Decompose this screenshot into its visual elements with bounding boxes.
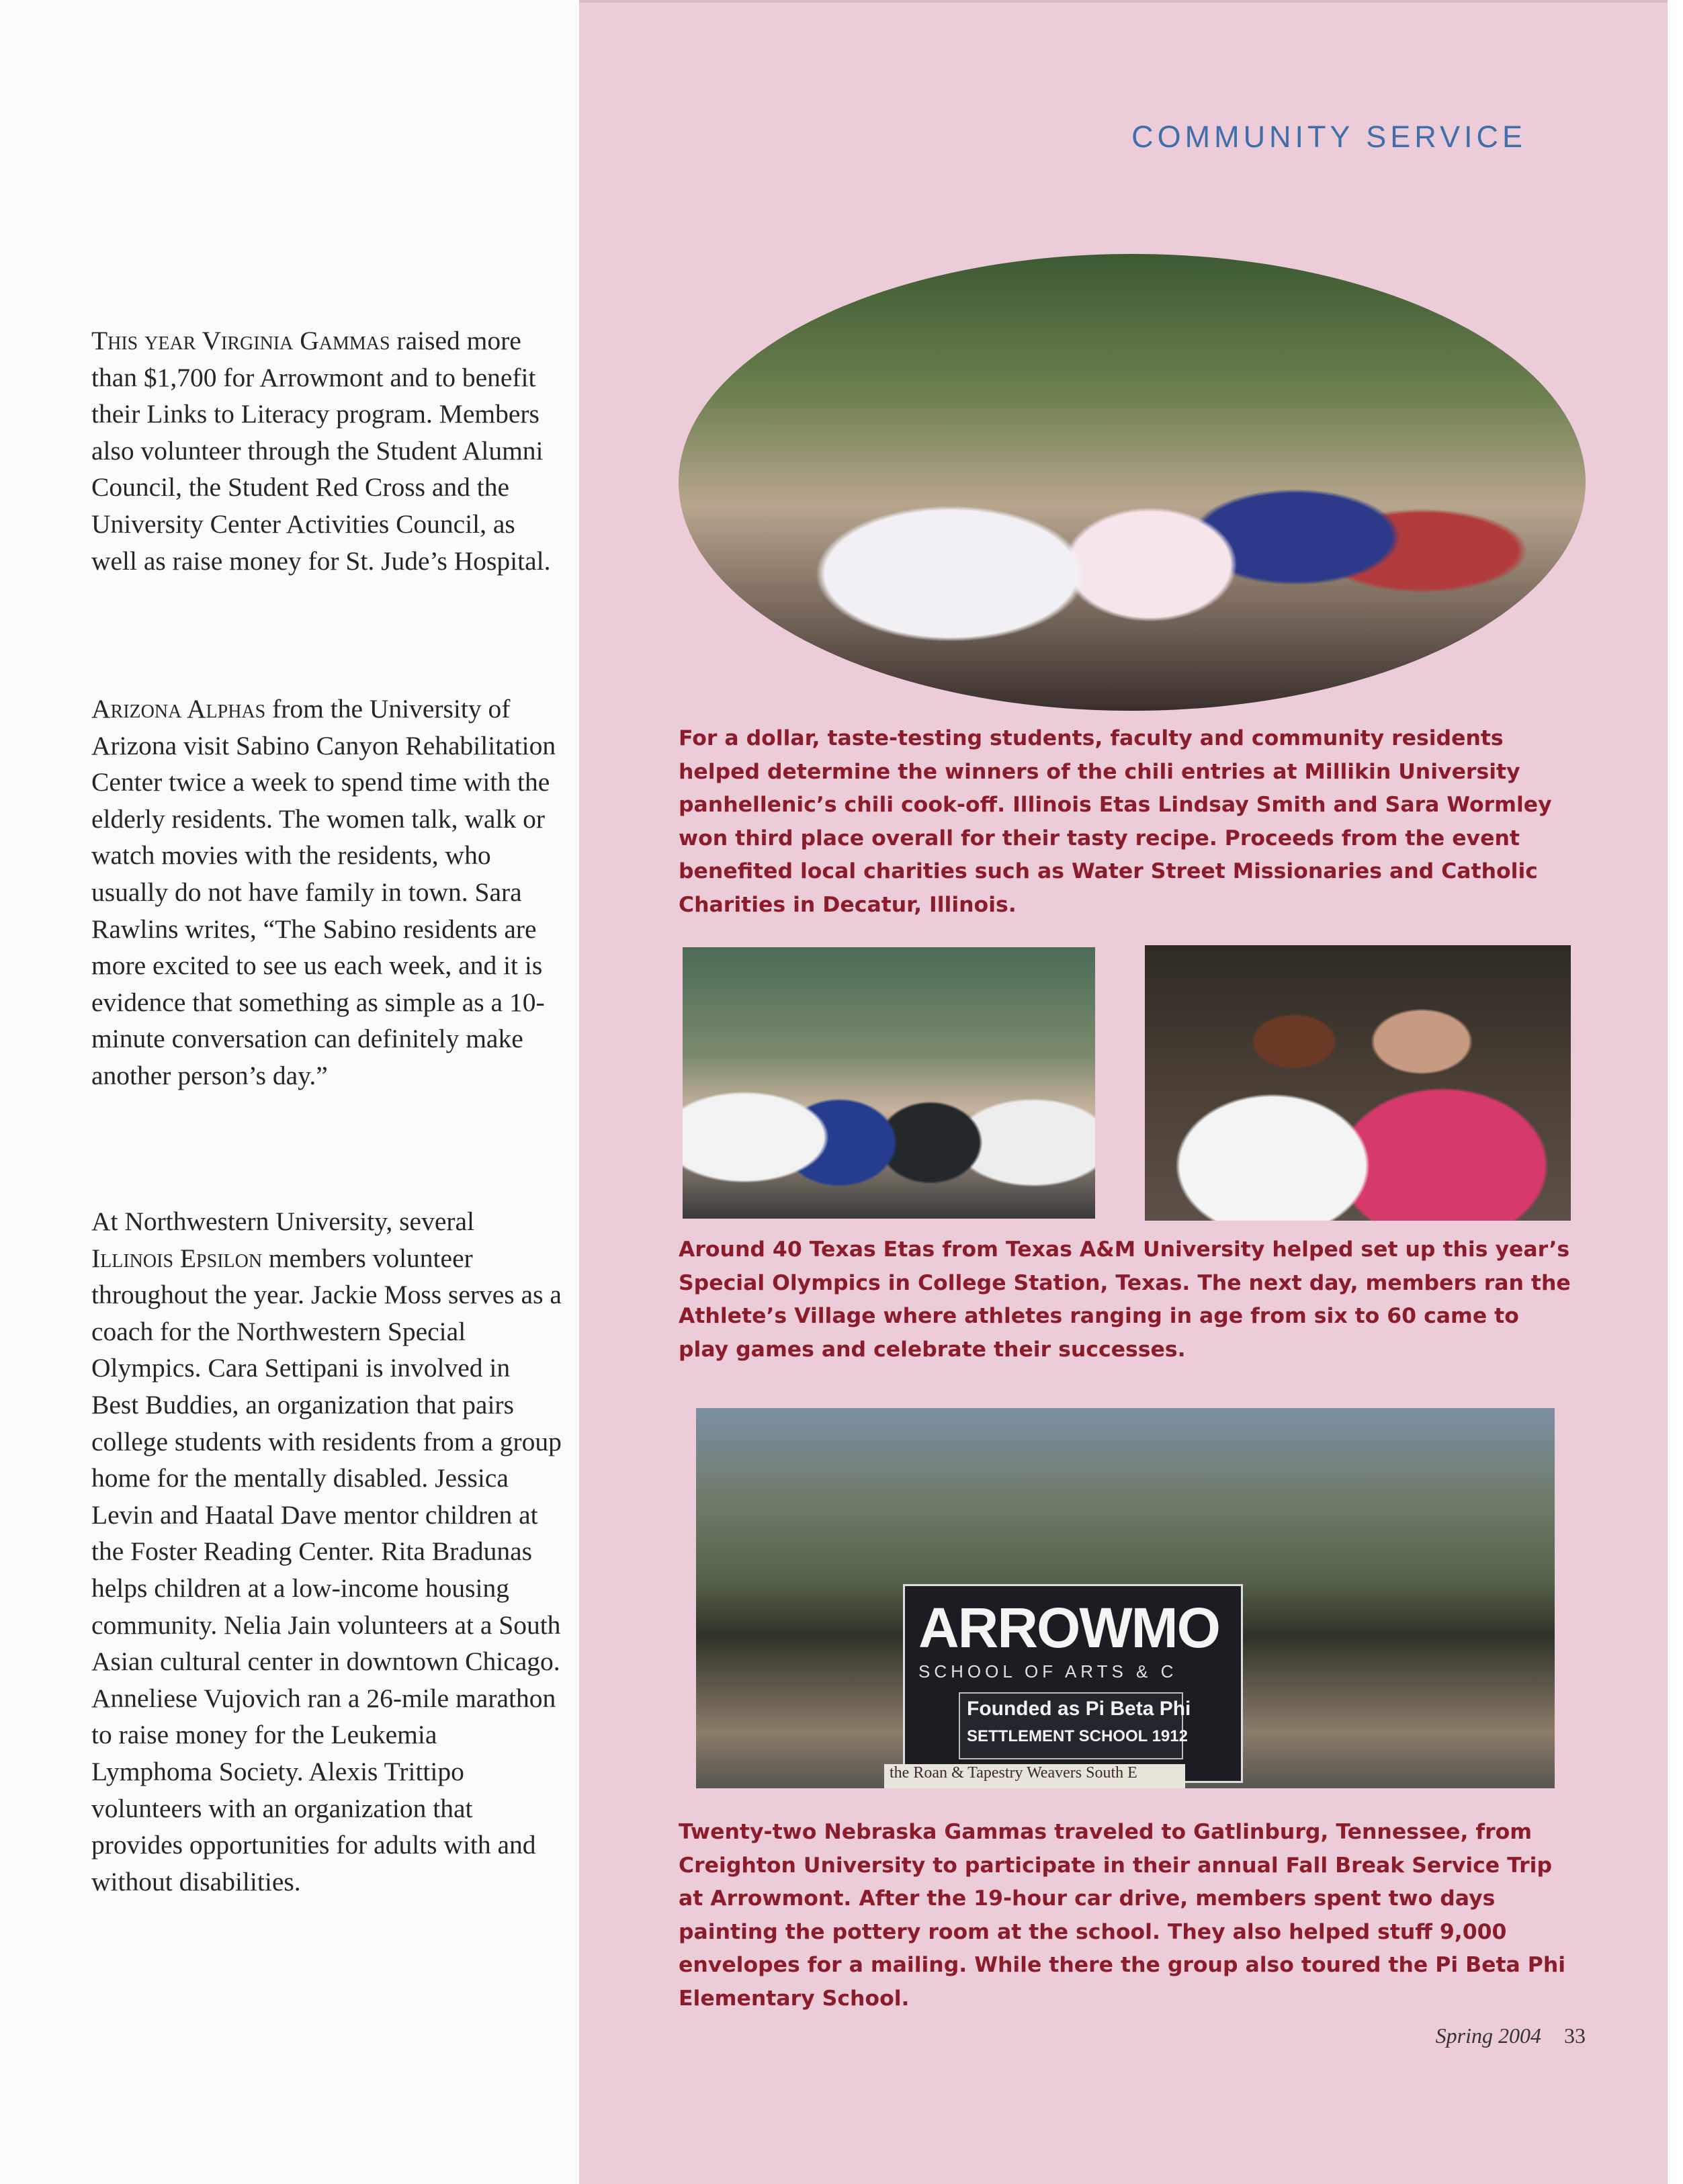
top-rule xyxy=(579,0,1668,3)
plaque-line-1: Founded as Pi Beta Phi xyxy=(967,1698,1191,1720)
article-paragraph-arizona xyxy=(91,691,562,1094)
article-paragraph-illinois xyxy=(91,1203,562,1900)
paragraph-text: from the University of Arizona visit Sabino Canyon Rehabilitation Center twice a week to spend time with the elderly residents. The women talk, walk or watch movies with the residents, who usually do not have family in town. Sara Rawlins writes, “The Sabino residents are more excited to see us each week, and it is evidence that something as simple as a 10-minute conversation can definitely make another person’s day.” xyxy=(91,694,556,1090)
paragraph-lead: At Northwestern University, several xyxy=(91,1207,475,1236)
caption-special-olympics: Around 40 Texas Etas from Texas A&M University helped set up this year’s Special Olympics in College Station, Texas. The next day, members ran the Athlete’s Village where athletes ranging in age from six to 60 came to play games and celebrate their successes. xyxy=(679,1237,1571,1362)
paragraph-text: raised more than $1,700 for Arrowmont and to benefit their Links to Literacy program. Members also volunteer through the Student Alumni Council, the Student Red Cross and the University Center Activities Council, as well as raise money for St. Jude’s Hospital. xyxy=(91,326,551,576)
caption-chili-cookoff: For a dollar, taste-testing students, faculty and community residents helped determine the winners of the chili entries at Millikin University panhellenic’s chili cook-off. Illinois Etas Lindsay Smith and Sara Wormley won third place overall for their tasty recipe. Proceeds from the event benefited local charities such as Water Street Missionaries and Catholic Charities in Decatur, Illinois. xyxy=(679,726,1552,917)
photo-chili-cookoff-group xyxy=(679,254,1586,711)
section-heading: COMMUNITY SERVICE xyxy=(1131,120,1526,154)
sign-footer-text: the Roan & Tapestry Weavers South E xyxy=(884,1764,1185,1788)
photo-arrowmont-group xyxy=(696,1408,1555,1788)
chapter-name: This year Virginia Gammas xyxy=(91,326,390,355)
photo-special-olympics-pair xyxy=(1145,945,1571,1221)
article-paragraph-virginia xyxy=(91,322,562,579)
sign-subtitle: SCHOOL OF ARTS & C xyxy=(918,1661,1178,1681)
photo-special-olympics-group xyxy=(683,947,1095,1219)
chapter-name: Illinois Epsilon xyxy=(91,1243,263,1273)
chapter-name: Arizona Alphas xyxy=(91,694,266,724)
page-number: 33 xyxy=(1564,2023,1586,2048)
page-footer xyxy=(1397,2023,1586,2048)
sign-plaque xyxy=(959,1692,1191,1759)
caption-nebraska-gammas: Twenty-two Nebraska Gammas traveled to Gatlinburg, Tennessee, from Creighton University to participate in their annual Fall Break Service Trip at Arrowmont. After the 19-hour car drive, members spent two days painting the pottery room at the school. They also helped stuff 9,000 envelopes for a mailing. While there the group also toured the Pi Beta Phi Elementary School. xyxy=(679,1820,1566,2011)
issue-label: Spring 2004 xyxy=(1435,2023,1541,2048)
sign-title: ARROWMO xyxy=(918,1596,1219,1659)
arrowmont-sign xyxy=(903,1584,1243,1783)
plaque-line-2: SETTLEMENT SCHOOL 1912 xyxy=(967,1727,1188,1745)
paragraph-text: members volunteer throughout the year. Jackie Moss serves as a coach for the Northwestern Special Olympics. Cara Settipani is involved in Best Buddies, an organization that pairs college students with residents from a group home for the mentally disabled. Jessica Levin and Haatal Dave mentor children at the Foster Reading Center. Rita Bradunas helps children at a low-income housing community. Nelia Jain volunteers at a South Asian cultural center in downtown Chicago. Anneliese Vujovich ran a 26-mile marathon to raise money for the Leukemia Lymphoma Society. Alexis Trittipo volunteers with an organization that provides opportunities for adults with and without disabilities. xyxy=(91,1243,562,1896)
